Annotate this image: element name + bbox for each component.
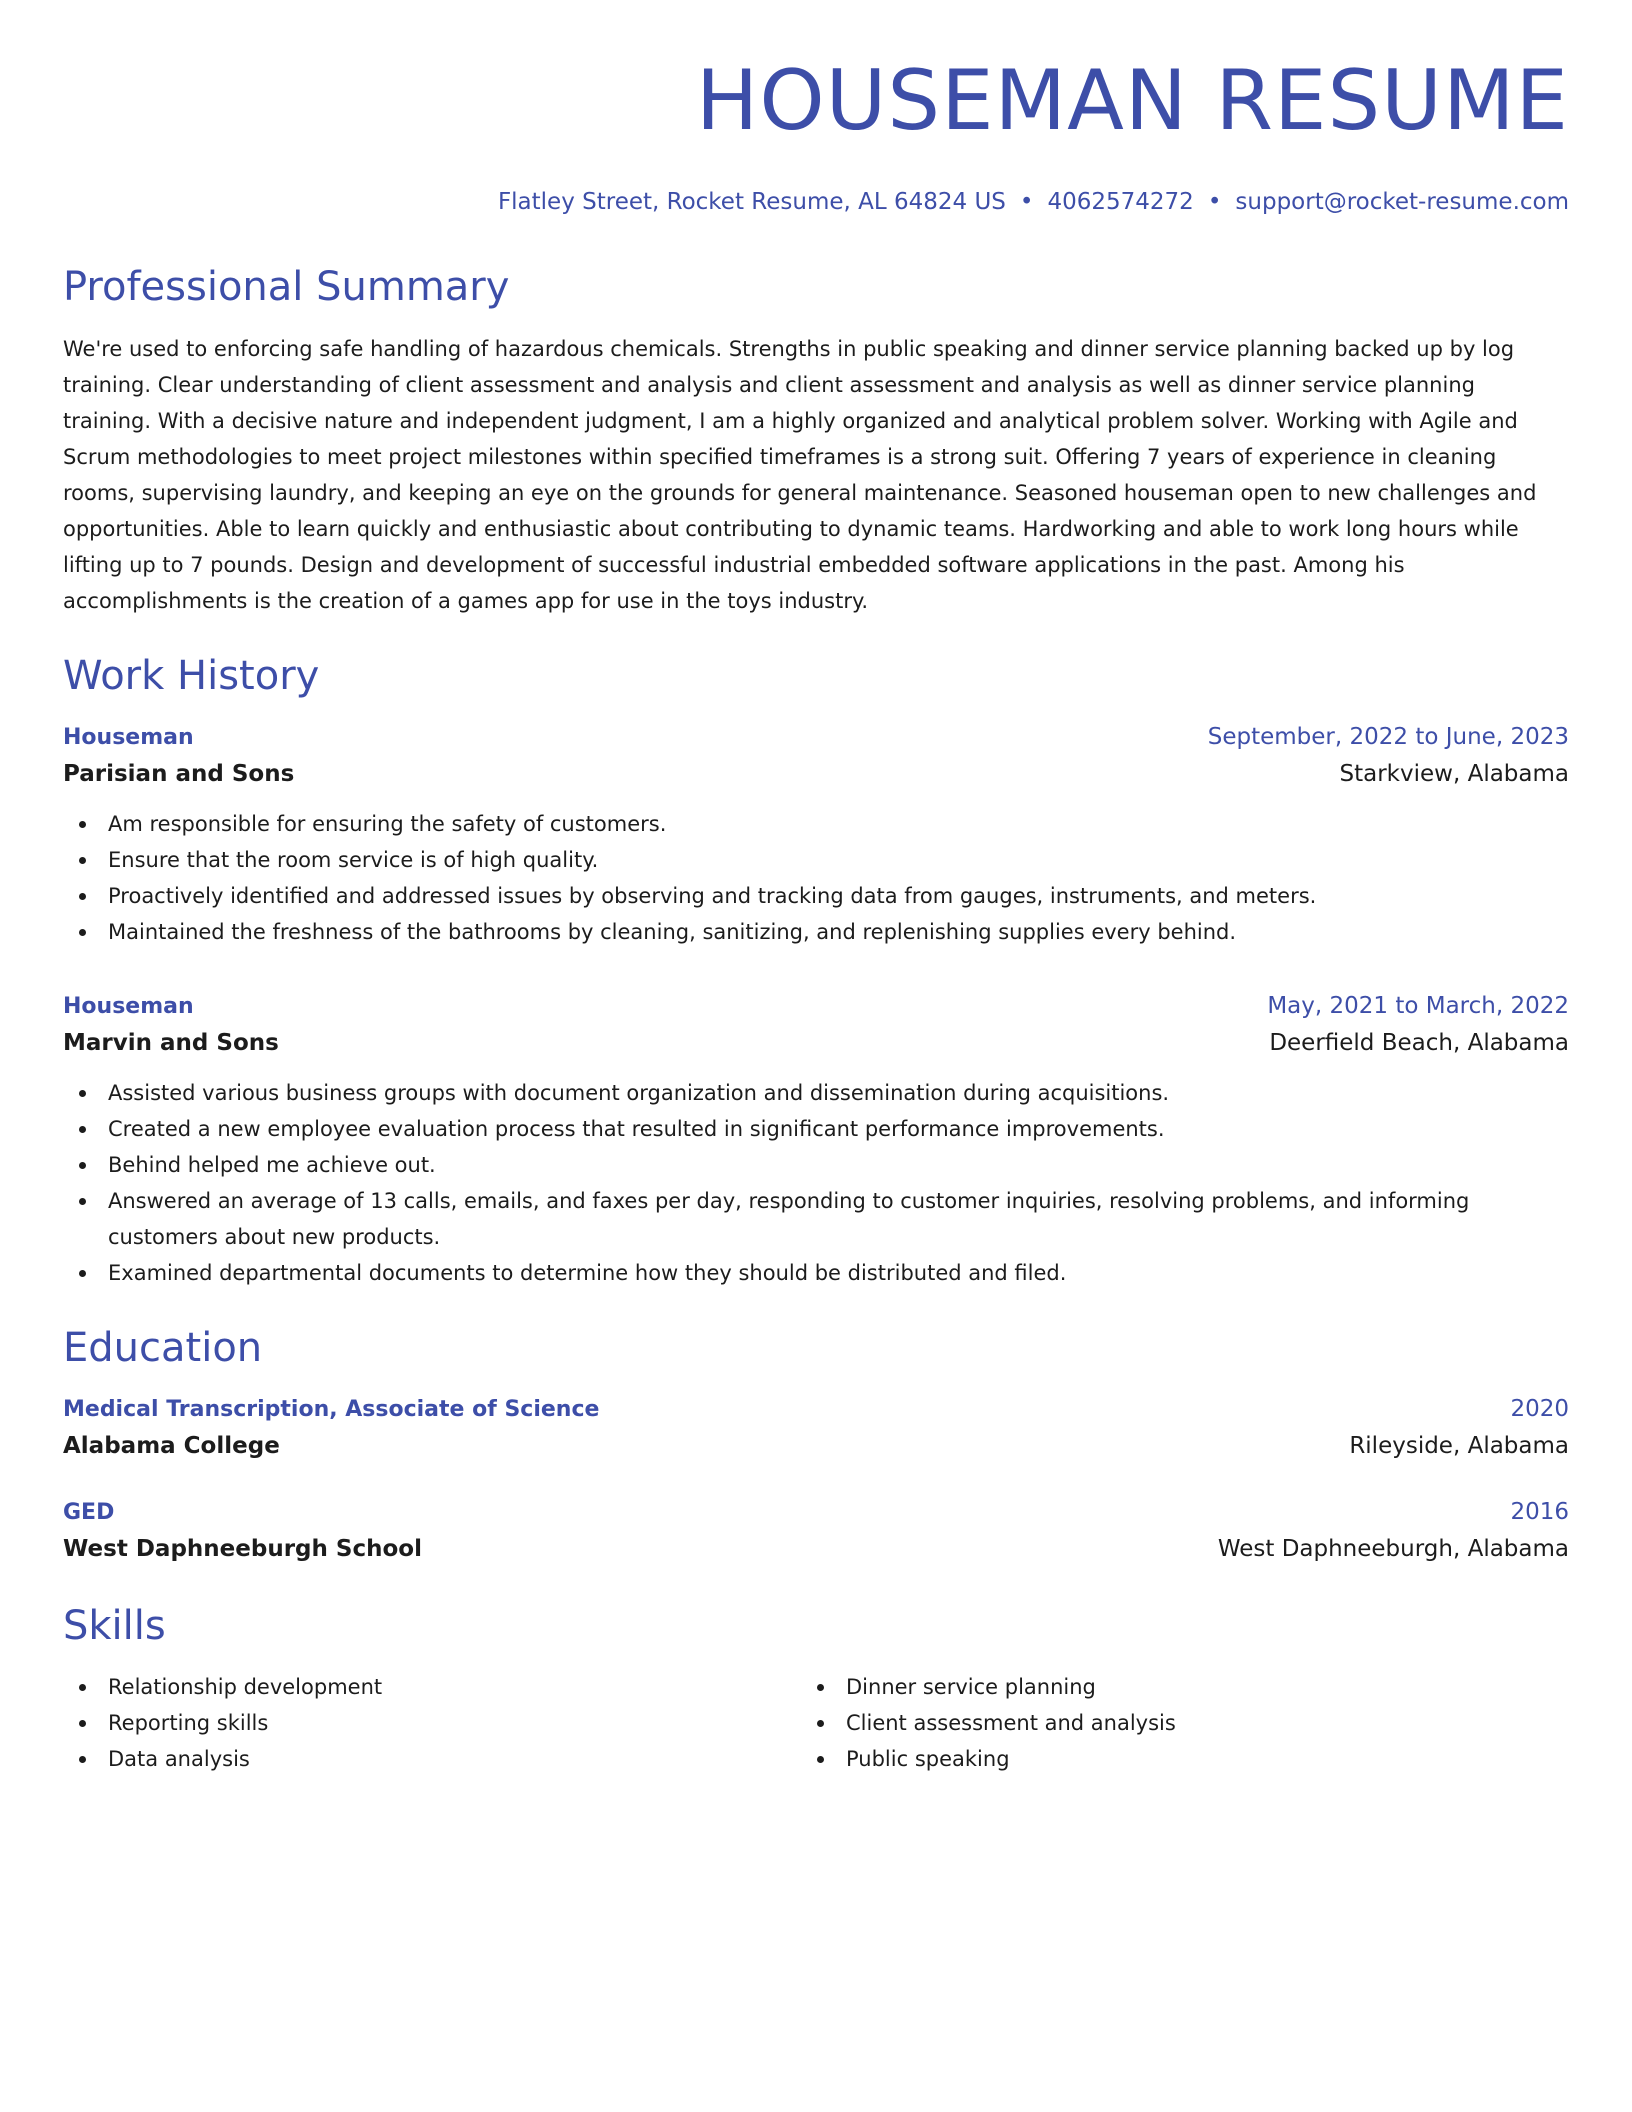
- education-location: West Daphneeburgh, Alabama: [1217, 1536, 1569, 1562]
- education-heading: Education: [63, 1325, 263, 1371]
- job-entry: [63, 990, 1569, 1291]
- skills-list-left: [63, 1669, 801, 1777]
- job-bullet: Created a new employee evaluation process that resulted in significant performance improvements.: [63, 1111, 1569, 1147]
- skill-item: Reporting skills: [63, 1705, 801, 1741]
- skill-item: Relationship development: [63, 1669, 801, 1705]
- contact-address: Flatley Street, Rocket Resume, AL 64824 US: [497, 189, 1006, 215]
- work-history-section: [63, 651, 1569, 1291]
- job-bullet: Answered an average of 13 calls, emails, and faxes per day, responding to customer inquiries, resolving problems, and informing customers about new products.: [63, 1183, 1569, 1255]
- contact-phone: 4062574272: [1047, 189, 1194, 215]
- job-company: Marvin and Sons: [63, 1030, 279, 1056]
- summary-section: [63, 262, 1569, 619]
- skill-item: Public speaking: [801, 1741, 1539, 1777]
- job-bullets: [63, 806, 1569, 950]
- education-year: 2020: [1510, 1396, 1569, 1422]
- education-degree: Medical Transcription, Associate of Science: [63, 1397, 600, 1422]
- summary-heading: Professional Summary: [63, 264, 510, 310]
- education-entry: [63, 1496, 1569, 1569]
- job-location: Starkview, Alabama: [1339, 761, 1569, 787]
- job-bullet: Assisted various business groups with document organization and dissemination during acquisitions.: [63, 1075, 1569, 1111]
- job-location: Deerfield Beach, Alabama: [1269, 1030, 1569, 1056]
- education-school: West Daphneeburgh School: [63, 1536, 422, 1562]
- summary-text: We're used to enforcing safe handling of hazardous chemicals. Strengths in public speaking and dinner service planning backed up by log training. Clear understanding of client assessment and analysis and client assessment and analysis as well as dinner service planning training. With a decisive nature and independent judgment, I am a highly organized and analytical problem solver. Working with Agile and Scrum methodologies to meet project milestones within specified timeframes is a strong suit. Offering 7 years of experience in cleaning rooms, supervising laundry, and keeping an eye on the grounds for general maintenance. Seasoned houseman open to new challenges and opportunities. Able to learn quickly and enthusiastic about contributing to dynamic teams. Hardworking and able to work long hours while lifting up to 7 pounds. Design and development of successful industrial embedded software applications in the past. Among his accomplishments is the creation of a games app for use in the toys industry.: [63, 337, 1537, 613]
- job-title: Houseman: [63, 725, 194, 750]
- education-entry: [63, 1393, 1569, 1466]
- skill-item: Client assessment and analysis: [801, 1705, 1539, 1741]
- education-location: Rileyside, Alabama: [1349, 1433, 1569, 1459]
- job-bullet: Ensure that the room service is of high quality.: [63, 842, 1569, 878]
- skill-item: Data analysis: [63, 1741, 801, 1777]
- skills-heading: Skills: [63, 1603, 166, 1649]
- contact-email: support@rocket-resume.com: [1235, 189, 1569, 215]
- job-company: Parisian and Sons: [63, 761, 295, 787]
- job-bullets: [63, 1075, 1569, 1291]
- job-entry: [63, 721, 1569, 950]
- contact-line: [63, 187, 1569, 217]
- job-bullet: Am responsible for ensuring the safety of customers.: [63, 806, 1569, 842]
- skills-section: [63, 1601, 1569, 1777]
- resume-name: HOUSEMAN RESUME: [695, 52, 1569, 149]
- skill-item: Dinner service planning: [801, 1669, 1539, 1705]
- education-degree: GED: [63, 1500, 115, 1525]
- contact-separator: •: [1207, 189, 1222, 215]
- work-history-heading: Work History: [63, 653, 320, 699]
- job-bullet: Behind helped me achieve out.: [63, 1147, 1569, 1183]
- skills-columns: [63, 1669, 1569, 1777]
- job-bullet: Examined departmental documents to determine how they should be distributed and filed.: [63, 1255, 1569, 1291]
- job-bullet: Proactively identified and addressed issues by observing and tracking data from gauges, instruments, and meters.: [63, 878, 1569, 914]
- education-section: [63, 1323, 1569, 1569]
- job-bullet: Maintained the freshness of the bathrooms by cleaning, sanitizing, and replenishing supplies every behind.: [63, 914, 1569, 950]
- job-title: Houseman: [63, 994, 194, 1019]
- education-year: 2016: [1510, 1499, 1569, 1525]
- job-dates: September, 2022 to June, 2023: [1207, 724, 1569, 750]
- education-school: Alabama College: [63, 1433, 280, 1459]
- skills-list-right: [801, 1669, 1539, 1777]
- resume-header: [63, 52, 1569, 217]
- job-dates: May, 2021 to March, 2022: [1267, 993, 1569, 1019]
- contact-separator: •: [1019, 189, 1034, 215]
